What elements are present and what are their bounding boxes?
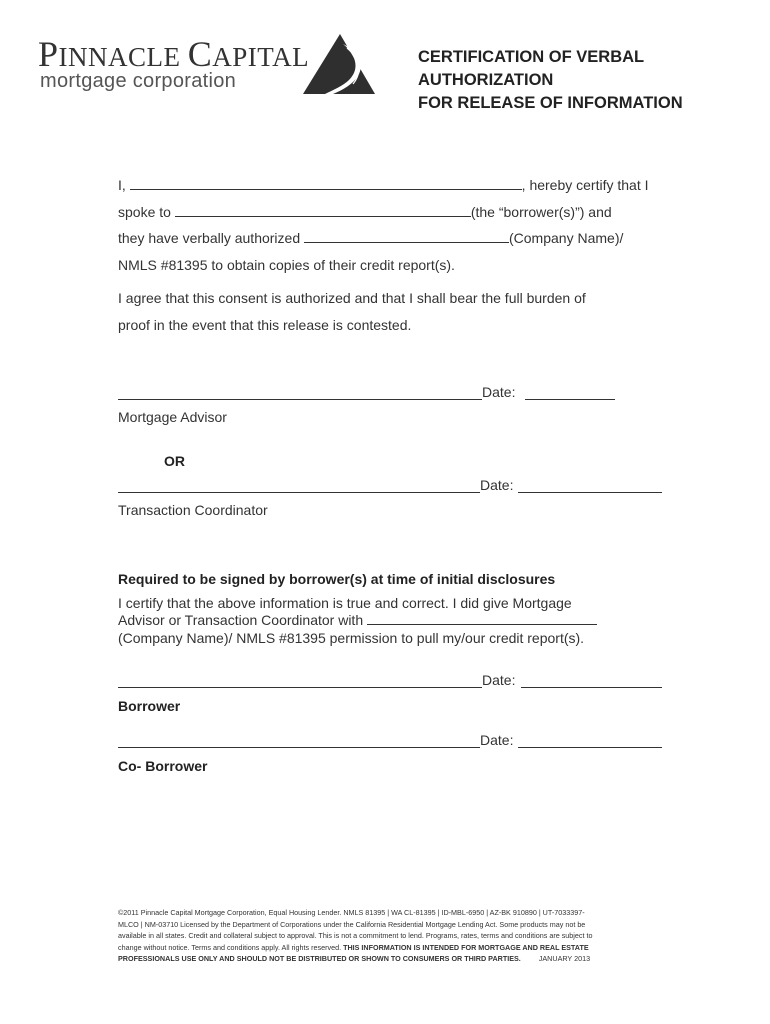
co-borrower-date-label: Date: <box>480 732 514 748</box>
footer-line-4 <box>118 942 663 954</box>
advisor-with-label: Advisor or Transaction Coordinator with <box>118 612 367 628</box>
mountain-logo-icon <box>303 34 375 98</box>
borrower-certify-line-1: I certify that the above information is true and correct. I did give Mortgage <box>118 595 572 611</box>
certify-line-1 <box>118 176 649 194</box>
logo-word-innacle: INNACLE <box>58 42 188 72</box>
coordinator-signature-line[interactable] <box>118 492 480 493</box>
co-borrower-date-line[interactable] <box>518 747 662 748</box>
borrower-section-heading: Required to be signed by borrower(s) at time of initial disclosures <box>118 571 556 587</box>
coordinator-date-line[interactable] <box>518 492 662 493</box>
footer-date: JANUARY 2013 <box>538 954 591 963</box>
certify-prefix: I, <box>118 177 130 193</box>
certify-suffix: , hereby certify that I <box>521 177 649 193</box>
advisor-signature-line[interactable] <box>118 399 482 400</box>
or-label: OR <box>164 453 185 469</box>
certify-line-4: NMLS #81395 to obtain copies of their credit report(s). <box>118 257 455 273</box>
authorized-label: they have verbally authorized <box>118 230 304 246</box>
company-subtitle: mortgage corporation <box>40 70 237 92</box>
title-line-1: CERTIFICATION OF VERBAL <box>418 48 645 66</box>
footer-line-3: available in all states. Credit and collateral subject to approval. This is not a commitment to lend. Programs, rates, terms and conditions are subject to <box>118 931 593 940</box>
logo-word-apital: APITAL <box>212 42 310 72</box>
footer-line-1: ©2011 Pinnacle Capital Mortgage Corporation, Equal Housing Lender. NMLS 81395 | WA CL-81395 | ID-MBL-6950 | AZ-BK 910890 | UT-7033397- <box>118 908 585 917</box>
borrower-date-label: Date: <box>482 672 516 688</box>
certify-line-3 <box>118 229 623 247</box>
coordinator-date-label: Date: <box>480 477 514 493</box>
footer-notice-bold-2: PROFESSIONALS USE ONLY AND SHOULD NOT BE DISTRIBUTED OR SHOWN TO CONSUMERS OR THIRD PARTIES. <box>118 954 521 963</box>
logo-letter-p: P <box>38 34 59 74</box>
borrower-date-line[interactable] <box>521 687 662 688</box>
advisor-date-label: Date: <box>482 384 516 400</box>
document-title <box>418 46 683 115</box>
co-borrower-signature-line[interactable] <box>118 747 480 748</box>
company-name-blank[interactable] <box>304 230 509 243</box>
borrower-label: Borrower <box>118 698 181 714</box>
consent-line-2: proof in the event that this release is contested. <box>118 317 412 333</box>
advisor-name-blank[interactable] <box>367 612 597 625</box>
company-name-suffix: (Company Name)/ <box>509 230 624 246</box>
title-line-3: FOR RELEASE OF INFORMATION <box>418 94 683 112</box>
co-borrower-label: Co- Borrower <box>118 758 208 774</box>
borrower-certify-line-2 <box>118 611 597 629</box>
certify-line-2 <box>118 203 612 221</box>
borrower-certify-line-3: (Company Name)/ NMLS #81395 permission to pull my/our credit report(s). <box>118 630 585 646</box>
advisor-date-line[interactable] <box>525 399 615 400</box>
borrower-suffix: (the “borrower(s)”) and <box>470 204 612 220</box>
borrower-name-blank[interactable] <box>175 204 471 217</box>
company-logo-text <box>38 36 309 72</box>
consent-line-1: I agree that this consent is authorized and that I shall bear the full burden of <box>118 290 586 306</box>
spoke-to-label: spoke to <box>118 204 175 220</box>
borrower-signature-line[interactable] <box>118 687 482 688</box>
mortgage-advisor-label: Mortgage Advisor <box>118 409 227 425</box>
footer-terms-text: change without notice. Terms and conditions apply. All rights reserved. <box>118 942 344 952</box>
logo-letter-c: C <box>187 34 213 74</box>
footer-notice-bold: THIS INFORMATION IS INTENDED FOR MORTGAGE AND REAL ESTATE <box>343 942 589 952</box>
transaction-coordinator-label: Transaction Coordinator <box>118 502 268 518</box>
title-line-2: AUTHORIZATION <box>418 71 554 89</box>
name-blank[interactable] <box>130 177 522 190</box>
footer-line-5 <box>118 953 663 965</box>
footer-line-2: MLCO | NM-03710 Licensed by the Department of Corporations under the California Residential Mortgage Lending Act. Some products may not be <box>118 919 586 929</box>
legal-footer <box>118 907 663 965</box>
